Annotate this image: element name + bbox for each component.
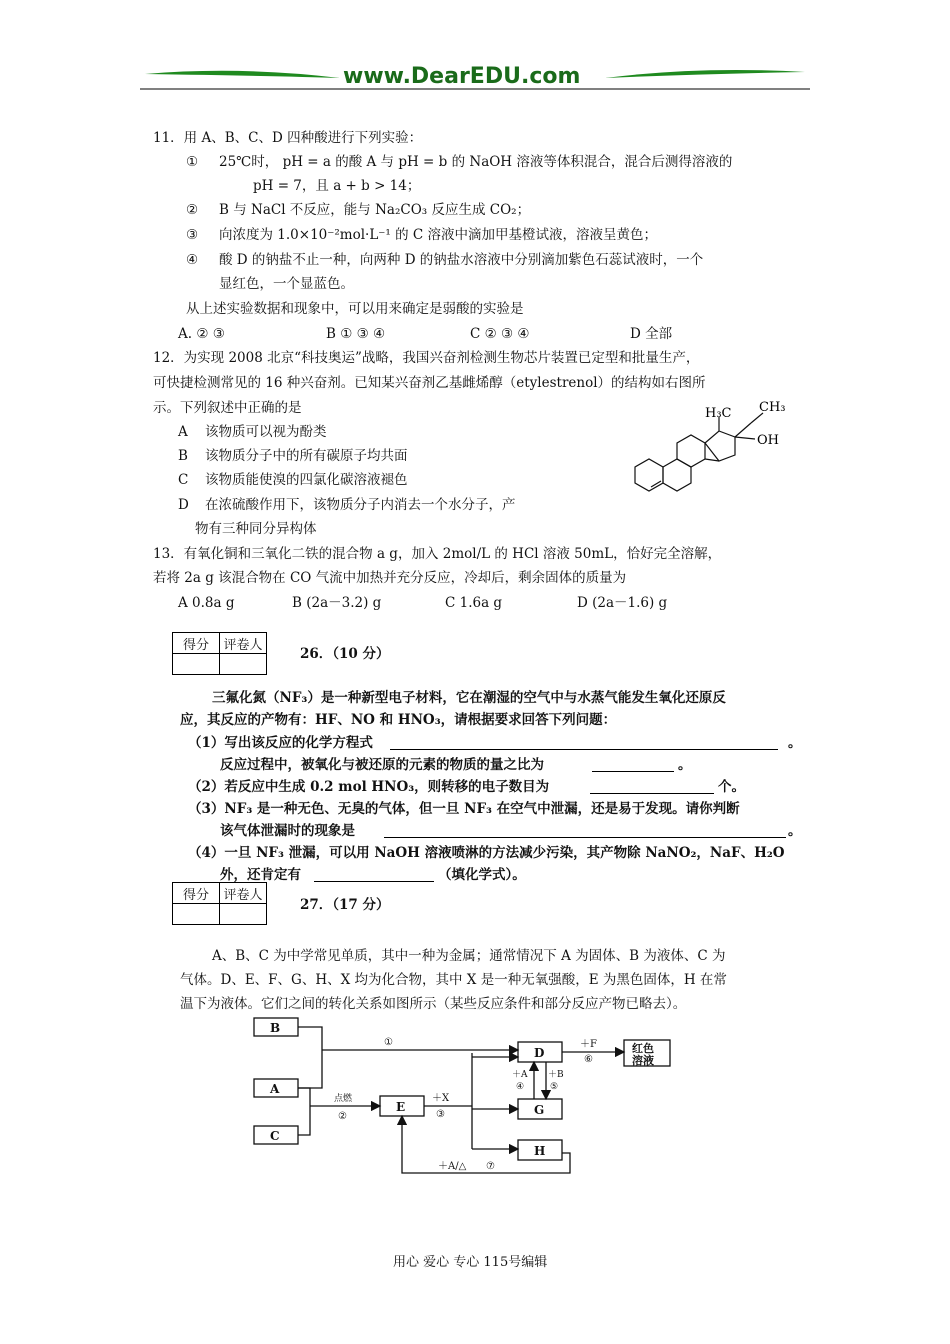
q12-stem-line1: 12．为实现 2008 北京“科技奥运”战略，我国兴奋剂检测生物芯片装置已定型和批量生产，	[153, 350, 700, 366]
q26-part2-end: 个。	[718, 779, 745, 795]
label-b: B	[270, 1021, 281, 1035]
label-plus-x: ＋X	[432, 1093, 450, 1104]
structure-label-h3c: H₃C	[705, 406, 732, 421]
q27-intro-line3: 温下为液体。它们之间的转化关系如图所示（某些反应条件和部分反应产物已略去）。	[180, 996, 687, 1012]
q12-option-c: 该物质能使溴的四氯化碳溶液褪色	[205, 472, 408, 488]
q26-part1-ratio-period: 。	[678, 757, 692, 773]
q11-item-4: 酸 D 的钠盐不止一种，向两种 D 的钠盐水溶液中分别滴加紫色石蕊试液时，一个	[219, 252, 704, 268]
label-plus-a: ＋A	[512, 1070, 528, 1080]
page-footer: 用心 爱心 专心 115号编辑	[393, 1255, 548, 1270]
label-reaction-7: ⑦	[486, 1161, 495, 1172]
q26-intro-line2: 应，其反应的产物有：HF、NO 和 HNO₃，请根据要求回答下列问题：	[180, 712, 617, 728]
q26-part4-end: （填化学式）。	[438, 867, 526, 883]
q12-option-a-label: A	[178, 424, 188, 440]
q12-option-b-label: B	[178, 448, 188, 464]
label-c: C	[270, 1129, 280, 1143]
q11-item-1: 25℃时， pH = a 的酸 A 与 pH = b 的 NaOH 溶液等体积混合，混合后测得溶液的	[219, 154, 733, 170]
q12-stem-line2: 可快捷检测常见的 16 种兴奋剂。已知某兴奋剂乙基雌烯醇（etylestrenol）的结构如右图所	[153, 375, 706, 391]
label-h: H	[534, 1144, 546, 1158]
q27-intro-line1: A、B、C 为中学常见单质，其中一种为金属；通常情况下 A 为固体、B 为液体、C 为	[212, 948, 726, 964]
q11-item-1-cont: pH = 7，且 a + b > 14；	[253, 178, 421, 194]
q11-question: 从上述实验数据和现象中，可以用来确定是弱酸的实验是	[186, 301, 524, 317]
q11-item-2: B 与 NaCl 不反应，能与 Na₂CO₃ 反应生成 CO₂；	[219, 202, 531, 218]
q26-part3: （3）NF₃ 是一种无色、无臭的气体，但一旦 NF₃ 在空气中泄漏，还是易于发现。请你判断	[188, 801, 740, 817]
q26-part1-period: 。	[788, 735, 802, 751]
q13-option-c: C 1.6a g	[445, 595, 503, 611]
q26-part1-ratio: 反应过程中，被氧化与被还原的元素的物质的量之比为	[220, 757, 544, 773]
q26-part3-blank[interactable]	[384, 823, 786, 838]
q27-heading: 27．（17 分）	[300, 897, 390, 913]
q11-item-1-num: ①	[186, 154, 199, 170]
q26-part4: （4）一旦 NF₃ 泄漏，可以用 NaOH 溶液喷淋的方法减少污染，其产物除 NaNO₂，NaF、H₂O	[188, 845, 785, 861]
label-reaction-2: ②	[338, 1111, 347, 1122]
label-plus-b: ＋B	[548, 1070, 564, 1080]
grader-label: 评卷人	[220, 883, 267, 904]
q11-item-3-num: ③	[186, 227, 199, 243]
q26-part2-blank[interactable]	[590, 779, 714, 794]
grader-cell[interactable]	[220, 654, 267, 675]
label-reaction-4: ④	[516, 1082, 525, 1092]
structure-label-ch3: CH₃	[759, 400, 786, 415]
score-label: 得分	[173, 633, 220, 654]
q26-part1-equation-blank[interactable]	[390, 735, 778, 750]
q11-item-4-num: ④	[186, 252, 199, 268]
label-plus-a-heat: ＋A/△	[438, 1161, 467, 1172]
q12-option-a: 该物质可以视为酚类	[205, 424, 327, 440]
grader-label: 评卷人	[220, 633, 267, 654]
q26-part4-cont: 外，还肯定有	[220, 867, 301, 883]
label-d: D	[534, 1046, 545, 1060]
q27-intro-line2: 气体。D、E、F、G、H、X 均为化合物，其中 X 是一种无氧强酸，E 为黑色固体，H 在常	[180, 972, 727, 988]
molecule-structure-diagram	[625, 395, 795, 505]
q12-option-d-cont: 物有三种同分异构体	[195, 521, 317, 537]
q13-stem-line2: 若将 2a g 该混合物在 CO 气流中加热并充分反应，冷却后，剩余固体的质量为	[153, 570, 627, 586]
q26-part3-period: 。	[788, 823, 802, 839]
label-ignite: 点燃	[334, 1094, 353, 1104]
q11-option-c: C ② ③ ④	[470, 326, 530, 342]
label-reaction-6: ⑥	[584, 1054, 593, 1065]
q26-part1: （1）写出该反应的化学方程式	[188, 735, 373, 751]
q13-stem-line1: 13．有氧化铜和三氧化二铁的混合物 a g，加入 2mol/L 的 HCl 溶液 50mL，恰好完全溶解，	[153, 546, 722, 562]
q11-option-b: B ① ③ ④	[326, 326, 386, 342]
q26-intro-line1: 三氟化氮（NF₃）是一种新型电子材料，它在潮湿的空气中与水蒸气能发生氧化还原反	[212, 690, 726, 706]
q12-option-d-label: D	[178, 497, 189, 513]
q12-option-c-label: C	[178, 472, 189, 488]
label-a: A	[270, 1082, 280, 1096]
q26-part4-blank[interactable]	[314, 867, 434, 882]
structure-label-oh: OH	[757, 433, 779, 448]
score-label: 得分	[173, 883, 220, 904]
q26-heading: 26．（10 分）	[300, 646, 390, 662]
q13-option-b: B (2a－3.2) g	[292, 595, 382, 611]
q13-option-d: D (2a－1.6) g	[577, 595, 668, 611]
label-solution: 溶液	[632, 1054, 654, 1067]
score-cell[interactable]	[173, 904, 220, 925]
score-box-27	[172, 882, 267, 925]
q12-option-b: 该物质分子中的所有碳原子均共面	[205, 448, 408, 464]
q11-item-3: 向浓度为 1.0×10⁻²mol·L⁻¹ 的 C 溶液中滴加甲基橙试液，溶液呈黄色；	[219, 227, 658, 243]
grader-cell[interactable]	[220, 904, 267, 925]
score-box-26	[172, 632, 267, 675]
q11-stem: 11．用 A、B、C、D 四种酸进行下列实验：	[153, 130, 423, 146]
q12-option-d: 在浓硫酸作用下，该物质分子内消去一个水分子，产	[205, 497, 516, 513]
label-red: 红色	[632, 1042, 654, 1055]
q26-part2: （2）若反应中生成 0.2 mol HNO₃，则转移的电子数目为	[188, 779, 550, 795]
q11-item-4-cont: 显红色，一个显蓝色。	[219, 276, 354, 292]
site-logo: www.DearEDU.com	[343, 64, 581, 89]
label-reaction-3: ③	[436, 1109, 445, 1120]
q12-stem-line3: 示。下列叙述中正确的是	[153, 400, 302, 416]
label-plus-f: ＋F	[580, 1039, 597, 1050]
score-cell[interactable]	[173, 654, 220, 675]
q11-option-a: A. ② ③	[178, 326, 225, 342]
label-g: G	[534, 1103, 545, 1117]
q26-part3-phenomenon: 该气体泄漏时的现象是	[220, 823, 355, 839]
reaction-flow-diagram	[250, 1015, 700, 1180]
q26-part1-ratio-blank[interactable]	[592, 757, 674, 772]
label-e: E	[396, 1100, 406, 1114]
q11-item-2-num: ②	[186, 202, 199, 218]
q13-option-a: A 0.8a g	[178, 595, 235, 611]
q11-option-d: D 全部	[630, 326, 673, 342]
label-reaction-1: ①	[384, 1037, 393, 1048]
label-reaction-5: ⑤	[550, 1082, 559, 1092]
